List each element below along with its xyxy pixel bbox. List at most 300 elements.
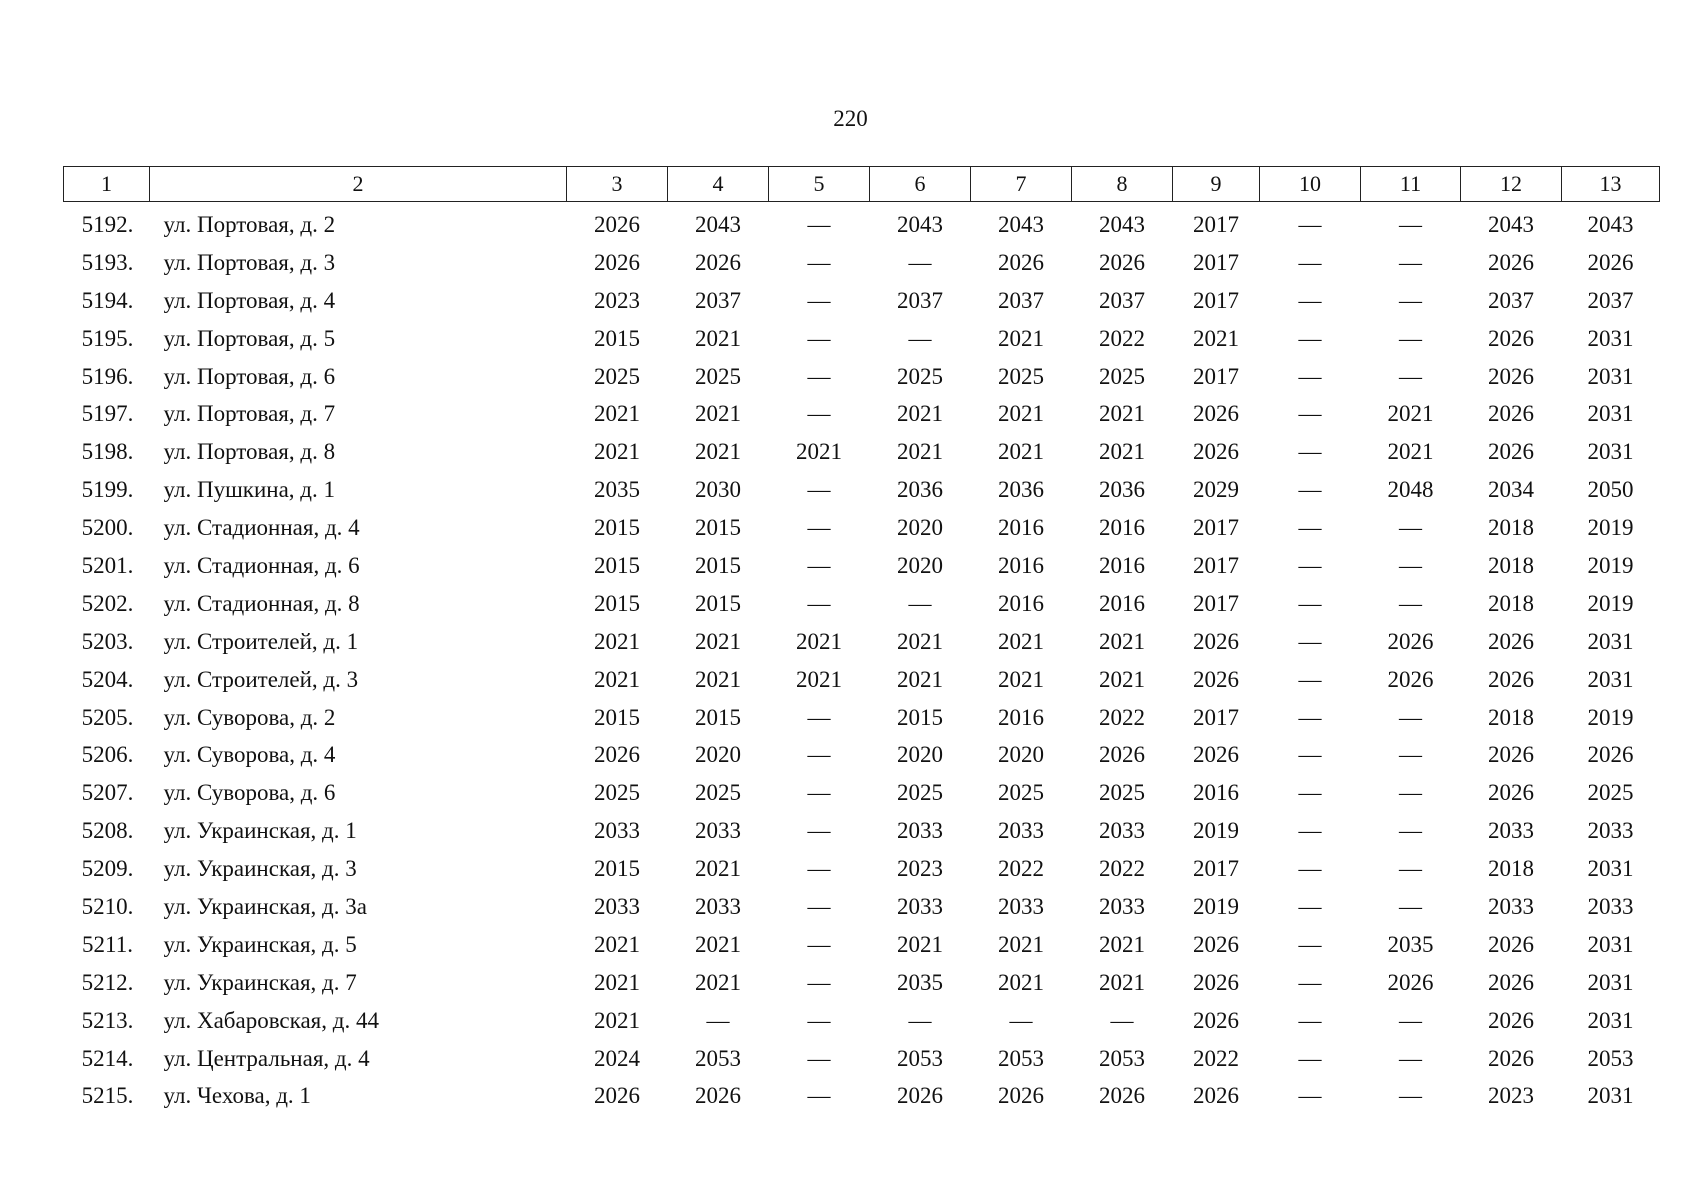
address-cell: ул. Портовая, д. 3 [163,249,336,275]
value-cell-col-12: 2018 [1488,856,1534,882]
value-cell-col-4: 2021 [695,969,741,995]
value-cell-col-12: 2026 [1488,1007,1534,1033]
row-number-cell: 5192. [81,211,134,237]
row-number-cell: 5200. [81,515,134,541]
value-cell-col-3: 2025 [594,780,640,806]
value-cell-col-8: 2021 [1099,401,1145,427]
value-cell-col-13: 2033 [1587,818,1634,844]
value-cell-col-5: — [807,780,831,806]
value-cell-col-11: 2021 [1387,439,1434,465]
value-cell-col-12: 2018 [1488,515,1534,541]
address-cell: ул. Портовая, д. 6 [163,363,336,389]
value-cell-col-3: 2026 [594,249,640,275]
value-cell-col-3: 2033 [594,818,640,844]
value-cell-col-10: — [1298,401,1322,427]
table-row [64,1002,1660,1040]
table-row [64,585,1660,623]
column-header-12: 12 [1461,167,1562,202]
value-cell-col-10: — [1298,211,1322,237]
value-cell-col-6: — [908,1007,932,1033]
value-cell-col-3: 2015 [594,590,640,616]
value-cell-col-8: 2016 [1099,590,1145,616]
value-cell-col-3: 2021 [594,439,640,465]
value-cell-col-6: 2043 [897,211,943,237]
value-cell-col-13: 2019 [1587,590,1634,616]
value-cell-col-10: — [1298,363,1322,389]
value-cell-col-5: — [807,1045,831,1071]
value-cell-col-13: 2019 [1587,552,1634,578]
value-cell-col-7: 2021 [998,439,1044,465]
value-cell-col-13: 2031 [1587,439,1634,465]
value-cell-col-6: — [908,325,932,351]
column-header-5: 5 [769,167,870,202]
address-cell: ул. Портовая, д. 4 [163,287,336,313]
value-cell-col-4: 2015 [695,590,741,616]
value-cell-col-9: 2026 [1193,742,1239,768]
value-cell-col-9: 2019 [1193,818,1239,844]
value-cell-col-6: 2033 [897,893,943,919]
value-cell-col-5: — [807,742,831,768]
table-row [64,1077,1660,1115]
address-cell: ул. Портовая, д. 2 [163,211,336,237]
address-cell: ул. Пушкина, д. 1 [163,477,335,503]
value-cell-col-10: — [1298,590,1322,616]
row-number-cell: 5198. [81,439,134,465]
value-cell-col-13: 2031 [1587,325,1634,351]
value-cell-col-13: 2026 [1587,742,1634,768]
value-cell-col-13: 2031 [1587,931,1634,957]
value-cell-col-9: 2017 [1193,704,1239,730]
table-row [64,1040,1660,1078]
row-number-cell: 5214. [81,1045,134,1071]
value-cell-col-10: — [1298,552,1322,578]
value-cell-col-12: 2026 [1488,742,1534,768]
value-cell-col-12: 2043 [1488,211,1534,237]
value-cell-col-7: 2053 [998,1045,1044,1071]
address-cell: ул. Украинская, д. 7 [163,969,357,995]
value-cell-col-12: 2033 [1488,893,1534,919]
value-cell-col-12: 2026 [1488,969,1534,995]
value-cell-col-7: 2016 [998,515,1044,541]
value-cell-col-7: 2021 [998,931,1044,957]
value-cell-col-8: 2021 [1099,666,1145,692]
value-cell-col-3: 2026 [594,211,640,237]
value-cell-col-11: 2026 [1387,666,1434,692]
value-cell-col-4: — [706,1007,730,1033]
value-cell-col-7: 2016 [998,704,1044,730]
header-row [64,167,1660,202]
row-number-cell: 5205. [81,704,134,730]
value-cell-col-12: 2026 [1488,780,1534,806]
value-cell-col-7: 2033 [998,818,1044,844]
value-cell-col-12: 2026 [1488,249,1534,275]
value-cell-col-13: 2031 [1587,1007,1634,1033]
table-row [64,320,1660,358]
value-cell-col-3: 2033 [594,893,640,919]
value-cell-col-12: 2026 [1488,363,1534,389]
value-cell-col-5: — [807,249,831,275]
value-cell-col-12: 2034 [1488,477,1534,503]
value-cell-col-13: 2019 [1587,515,1634,541]
value-cell-col-9: 2029 [1193,477,1239,503]
value-cell-col-9: 2017 [1193,249,1239,275]
value-cell-col-9: 2021 [1193,325,1239,351]
value-cell-col-4: 2021 [695,856,741,882]
value-cell-col-8: 2033 [1099,893,1145,919]
value-cell-col-13: 2026 [1587,249,1634,275]
value-cell-col-11: 2021 [1387,401,1434,427]
value-cell-col-12: 2026 [1488,931,1534,957]
table-row [64,661,1660,699]
table-header [64,167,1660,202]
value-cell-col-13: 2031 [1587,969,1634,995]
row-number-cell: 5196. [81,363,134,389]
value-cell-col-3: 2026 [594,1083,640,1109]
value-cell-col-10: — [1298,893,1322,919]
value-cell-col-5: — [807,211,831,237]
value-cell-col-9: 2026 [1193,439,1239,465]
address-cell: ул. Стадионная, д. 6 [163,552,360,578]
address-cell: ул. Портовая, д. 5 [163,325,336,351]
value-cell-col-13: 2031 [1587,363,1634,389]
value-cell-col-12: 2037 [1488,287,1534,313]
value-cell-col-4: 2021 [695,666,741,692]
value-cell-col-9: 2026 [1193,628,1239,654]
value-cell-col-11: — [1399,515,1422,541]
value-cell-col-8: 2021 [1099,439,1145,465]
value-cell-col-12: 2026 [1488,1045,1534,1071]
value-cell-col-12: 2026 [1488,325,1534,351]
value-cell-col-4: 2021 [695,931,741,957]
value-cell-col-9: 2017 [1193,363,1239,389]
table-row [64,736,1660,774]
column-header-10: 10 [1260,167,1361,202]
value-cell-col-11: — [1399,1083,1422,1109]
value-cell-col-7: 2021 [998,325,1044,351]
value-cell-col-3: 2015 [594,515,640,541]
table-row [64,850,1660,888]
value-cell-col-3: 2021 [594,1007,640,1033]
value-cell-col-5: — [807,287,831,313]
value-cell-col-8: 2022 [1099,325,1145,351]
value-cell-col-13: 2019 [1587,704,1634,730]
value-cell-col-9: 2017 [1193,211,1239,237]
row-number-cell: 5202. [81,590,134,616]
value-cell-col-3: 2025 [594,363,640,389]
value-cell-col-5: — [807,893,831,919]
value-cell-col-7: 2021 [998,628,1044,654]
value-cell-col-7: 2036 [998,477,1044,503]
value-cell-col-8: 2037 [1099,287,1145,313]
value-cell-col-7: 2020 [998,742,1044,768]
value-cell-col-8: 2021 [1099,969,1145,995]
row-number-cell: 5213. [81,1007,134,1033]
value-cell-col-11: — [1399,818,1422,844]
value-cell-col-4: 2033 [695,818,741,844]
row-number-cell: 5195. [81,325,134,351]
table-row [64,282,1660,320]
value-cell-col-5: — [807,590,831,616]
value-cell-col-3: 2023 [594,287,640,313]
value-cell-col-9: 2017 [1193,515,1239,541]
value-cell-col-12: 2026 [1488,439,1534,465]
value-cell-col-11: — [1399,325,1422,351]
value-cell-col-11: — [1399,1045,1422,1071]
value-cell-col-3: 2035 [594,477,640,503]
value-cell-col-8: 2016 [1099,515,1145,541]
row-number-cell: 5209. [81,856,134,882]
value-cell-col-3: 2021 [594,969,640,995]
value-cell-col-10: — [1298,628,1322,654]
value-cell-col-11: — [1399,287,1422,313]
value-cell-col-4: 2026 [695,1083,741,1109]
value-cell-col-13: 2031 [1587,401,1634,427]
value-cell-col-3: 2015 [594,325,640,351]
value-cell-col-5: — [807,1083,831,1109]
value-cell-col-11: 2035 [1387,931,1434,957]
address-cell: ул. Украинская, д. 5 [163,931,357,957]
row-number-cell: 5215. [81,1083,134,1109]
value-cell-col-9: 2026 [1193,666,1239,692]
value-cell-col-6: 2021 [897,401,943,427]
value-cell-col-13: 2031 [1587,856,1634,882]
value-cell-col-11: — [1399,742,1422,768]
value-cell-col-12: 2018 [1488,552,1534,578]
value-cell-col-9: 2017 [1193,287,1239,313]
value-cell-col-7: 2037 [998,287,1044,313]
value-cell-col-10: — [1298,515,1322,541]
value-cell-col-4: 2021 [695,628,741,654]
value-cell-col-8: 2036 [1099,477,1145,503]
table-row [64,244,1660,282]
value-cell-col-3: 2021 [594,931,640,957]
address-cell: ул. Украинская, д. 3 [163,856,357,882]
value-cell-col-3: 2021 [594,666,640,692]
value-cell-col-13: 2050 [1587,477,1634,503]
value-cell-col-4: 2033 [695,893,741,919]
value-cell-col-4: 2021 [695,401,741,427]
value-cell-col-8: 2021 [1099,931,1145,957]
address-cell: ул. Строителей, д. 1 [163,628,359,654]
value-cell-col-4: 2043 [695,211,741,237]
table-body [64,202,1660,1116]
value-cell-col-3: 2021 [594,628,640,654]
value-cell-col-8: 2053 [1099,1045,1145,1071]
table-row [64,812,1660,850]
value-cell-col-10: — [1298,325,1322,351]
value-cell-col-8: 2022 [1099,704,1145,730]
value-cell-col-4: 2021 [695,439,741,465]
value-cell-col-9: 2026 [1193,1083,1239,1109]
row-number-cell: 5199. [81,477,134,503]
value-cell-col-4: 2025 [695,363,741,389]
value-cell-col-9: 2026 [1193,931,1239,957]
value-cell-col-8: 2026 [1099,742,1145,768]
column-header-11: 11 [1361,167,1461,202]
value-cell-col-7: 2026 [998,249,1044,275]
value-cell-col-6: 2026 [897,1083,943,1109]
table-row [64,509,1660,547]
value-cell-col-5: — [807,969,831,995]
value-cell-col-10: — [1298,818,1322,844]
table-row [64,395,1660,433]
value-cell-col-6: 2015 [897,704,943,730]
address-cell: ул. Суворова, д. 6 [163,780,336,806]
column-header-8: 8 [1072,167,1173,202]
value-cell-col-10: — [1298,742,1322,768]
value-cell-col-11: — [1399,780,1422,806]
value-cell-col-10: — [1298,780,1322,806]
row-number-cell: 5203. [81,628,134,654]
value-cell-col-5: — [807,818,831,844]
value-cell-col-9: 2017 [1193,590,1239,616]
value-cell-col-3: 2021 [594,401,640,427]
value-cell-col-6: 2036 [897,477,943,503]
row-number-cell: 5207. [81,780,134,806]
value-cell-col-8: 2026 [1099,249,1145,275]
value-cell-col-13: 2025 [1587,780,1634,806]
address-cell: ул. Украинская, д. 3а [163,893,367,919]
value-cell-col-5: — [807,704,831,730]
value-cell-col-11: — [1399,704,1422,730]
value-cell-col-3: 2024 [594,1045,640,1071]
value-cell-col-10: — [1298,439,1322,465]
row-number-cell: 5208. [81,818,134,844]
value-cell-col-6: 2033 [897,818,943,844]
address-cell: ул. Портовая, д. 8 [163,439,336,465]
value-cell-col-5: — [807,552,831,578]
value-cell-col-11: — [1399,893,1422,919]
value-cell-col-11: — [1399,363,1422,389]
value-cell-col-11: — [1399,552,1422,578]
value-cell-col-5: — [807,856,831,882]
value-cell-col-6: 2037 [897,287,943,313]
table-row [64,926,1660,964]
value-cell-col-8: — [1110,1007,1134,1033]
value-cell-col-10: — [1298,856,1322,882]
row-number-cell: 5211. [82,931,133,957]
value-cell-col-8: 2022 [1099,856,1145,882]
value-cell-col-6: 2021 [897,931,943,957]
column-header-2: 2 [150,167,567,202]
value-cell-col-5: — [807,325,831,351]
value-cell-col-9: 2017 [1193,552,1239,578]
value-cell-col-7: 2021 [998,666,1044,692]
value-cell-col-11: — [1399,856,1422,882]
address-cell: ул. Стадионная, д. 4 [163,515,360,541]
value-cell-col-10: — [1298,931,1322,957]
table-row [64,888,1660,926]
value-cell-col-7: 2021 [998,401,1044,427]
value-cell-col-7: 2026 [998,1083,1044,1109]
value-cell-col-4: 2015 [695,552,741,578]
row-number-cell: 5194. [81,287,134,313]
value-cell-col-7: 2022 [998,856,1044,882]
column-header-7: 7 [971,167,1072,202]
value-cell-col-9: 2019 [1193,893,1239,919]
value-cell-col-13: 2031 [1587,628,1634,654]
address-cell: ул. Строителей, д. 3 [163,666,359,692]
value-cell-col-11: 2026 [1387,969,1434,995]
value-cell-col-6: 2020 [897,552,943,578]
value-cell-col-9: 2026 [1193,1007,1239,1033]
data-table [63,166,1660,1115]
value-cell-col-6: 2021 [897,666,943,692]
value-cell-col-7: 2025 [998,780,1044,806]
value-cell-col-10: — [1298,287,1322,313]
value-cell-col-7: 2016 [998,590,1044,616]
value-cell-col-13: 2043 [1587,211,1634,237]
value-cell-col-8: 2025 [1099,780,1145,806]
value-cell-col-8: 2025 [1099,363,1145,389]
value-cell-col-5: 2021 [796,666,842,692]
value-cell-col-10: — [1298,1045,1322,1071]
value-cell-col-12: 2023 [1488,1083,1534,1109]
value-cell-col-11: 2048 [1387,477,1434,503]
row-number-cell: 5212. [81,969,134,995]
value-cell-col-11: — [1399,1007,1422,1033]
column-header-4: 4 [668,167,769,202]
page-number: 220 [833,106,868,131]
value-cell-col-11: — [1399,249,1422,275]
value-cell-col-4: 2030 [695,477,741,503]
value-cell-col-6: 2021 [897,628,943,654]
value-cell-col-3: 2015 [594,552,640,578]
value-cell-col-10: — [1298,666,1322,692]
value-cell-col-8: 2026 [1099,1083,1145,1109]
value-cell-col-6: — [908,249,932,275]
address-cell: ул. Портовая, д. 7 [163,401,336,427]
value-cell-col-7: 2043 [998,211,1044,237]
value-cell-col-13: 2037 [1587,287,1634,313]
value-cell-col-6: 2035 [897,969,943,995]
table-row [64,433,1660,471]
value-cell-col-7: — [1009,1007,1033,1033]
value-cell-col-12: 2026 [1488,401,1534,427]
value-cell-col-5: — [807,931,831,957]
value-cell-col-9: 2022 [1193,1045,1239,1071]
address-cell: ул. Суворова, д. 2 [163,704,336,730]
table-row [64,964,1660,1002]
value-cell-col-9: 2026 [1193,969,1239,995]
value-cell-col-4: 2020 [695,742,741,768]
value-cell-col-5: 2021 [796,628,842,654]
value-cell-col-11: — [1399,590,1422,616]
value-cell-col-10: — [1298,704,1322,730]
value-cell-col-6: 2053 [897,1045,943,1071]
column-header-3: 3 [567,167,668,202]
row-number-cell: 5193. [81,249,134,275]
address-cell: ул. Хабаровская, д. 44 [163,1007,379,1033]
value-cell-col-4: 2037 [695,287,741,313]
table-row [64,547,1660,585]
value-cell-col-5: — [807,1007,831,1033]
column-header-9: 9 [1173,167,1260,202]
row-number-cell: 5201. [81,552,134,578]
address-cell: ул. Чехова, д. 1 [163,1083,311,1109]
table-row [64,202,1660,244]
value-cell-col-6: 2025 [897,780,943,806]
value-cell-col-8: 2016 [1099,552,1145,578]
value-cell-col-7: 2016 [998,552,1044,578]
value-cell-col-13: 2053 [1587,1045,1634,1071]
table-row [64,623,1660,661]
value-cell-col-5: — [807,401,831,427]
value-cell-col-6: — [908,590,932,616]
row-number-cell: 5197. [81,401,134,427]
value-cell-col-5: — [807,477,831,503]
value-cell-col-6: 2023 [897,856,943,882]
